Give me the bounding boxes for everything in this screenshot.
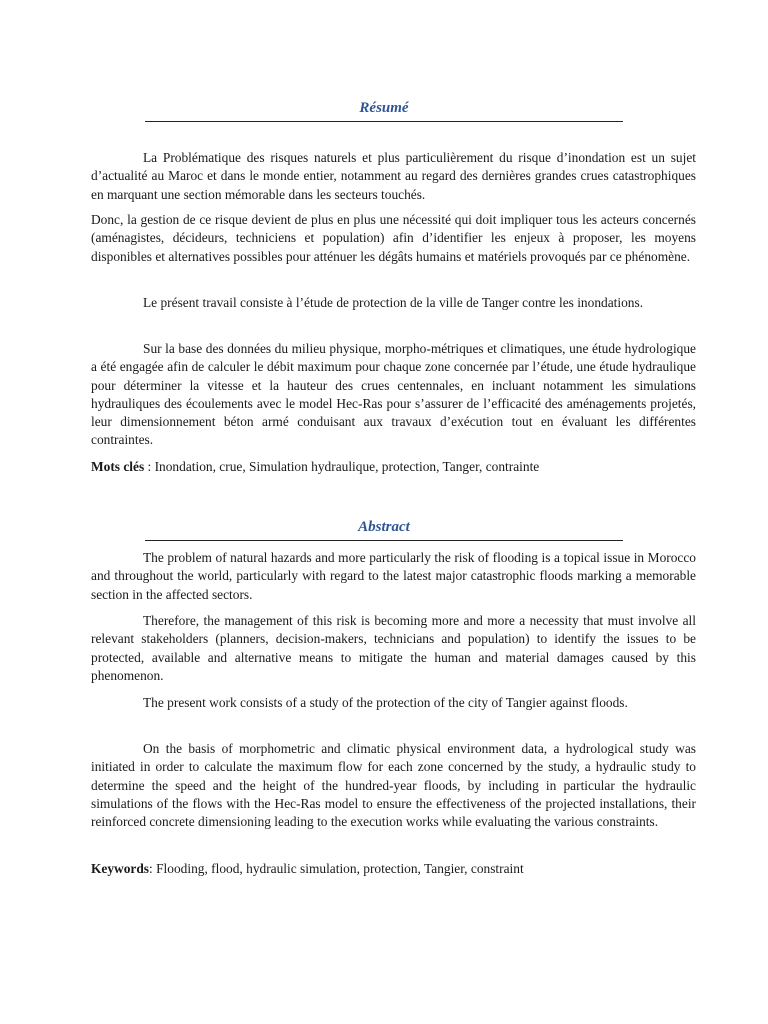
- abstract-paragraph-4: On the basis of morphometric and climatic physical environment data, a hydrological study was initiated in order to calculate the maximum flow for each zone concerned by the study, a hydraulic study to determine the speed and the height of the hundred-year floods, by including in particular the hydraulic simulations of the flows with the Hec-Ras model to ensure the effectiveness of the projected installations, their reinforced concrete dimensioning leading to the execution works while evaluating the various constraints.: [91, 741, 696, 830]
- resume-keywords-label: Mots clés: [91, 459, 145, 474]
- abstract-title-rule: [145, 540, 623, 541]
- resume-title: Résumé: [359, 100, 409, 116]
- abstract-keywords-text: : Flooding, flood, hydraulic simulation, protection, Tangier, constraint: [149, 861, 524, 876]
- abstract-paragraph-3: The present work consists of a study of the protection of the city of Tangier against floods.: [143, 695, 628, 710]
- resume-paragraph-1: La Problématique des risques naturels et plus particulièrement du risque d’inondation est un sujet d’actualité au Maroc et dans le monde entier, notamment au regard des dernières grandes crues catastrophiques en marquant une section mémorable dans les secteurs touchés.: [91, 150, 696, 202]
- abstract-keywords-label: Keywords: [91, 861, 150, 876]
- resume-keywords-text: : Inondation, crue, Simulation hydraulique, protection, Tanger, contrainte: [144, 459, 540, 474]
- resume-title-rule: [145, 121, 623, 122]
- abstract-paragraph-2: Therefore, the management of this risk is becoming more and more a necessity that must involve all relevant stakeholders (planners, decision-makers, technicians and population) to identify the issues to be protected, available and alternative means to mitigate the human and material damages caused by this phenomenon.: [91, 613, 696, 683]
- resume-paragraph-4: Sur la base des données du milieu physique, morpho-métriques et climatiques, une étude hydrologique a été engagée afin de calculer le débit maximum pour chaque zone concernée par l’étude, une étude hydraulique pour déterminer la vitesse et la hauteur des crues centennales, en incluant notamment les simulations hydrauliques des écoulements avec le model Hec-Ras pour s’assurer de l’efficacité des aménagements projetés, leur dimensionnement béton armé conduisant aux travaux d’exécution tout en évaluant les différentes contraintes.: [91, 341, 696, 448]
- resume-paragraph-3: Le présent travail consiste à l’étude de protection de la ville de Tanger contre les inondations.: [143, 295, 644, 310]
- abstract-keywords: [91, 860, 696, 878]
- resume-paragraph-2: Donc, la gestion de ce risque devient de plus en plus une nécessité qui doit impliquer tous les acteurs concernés (aménagistes, décideurs, techniciens et population) afin d’identifier les enjeux à proposer, les moyens disponibles et alternatives possibles pour atténuer les dégâts humains et matériels provoqués par ce phénomène.: [91, 212, 696, 264]
- abstract-title: Abstract: [358, 519, 410, 535]
- resume-keywords: [91, 458, 696, 476]
- abstract-paragraph-1: The problem of natural hazards and more particularly the risk of flooding is a topical issue in Morocco and throughout the world, particularly with regard to the latest major catastrophic floods marking a memorable section in the affected sectors.: [91, 550, 696, 602]
